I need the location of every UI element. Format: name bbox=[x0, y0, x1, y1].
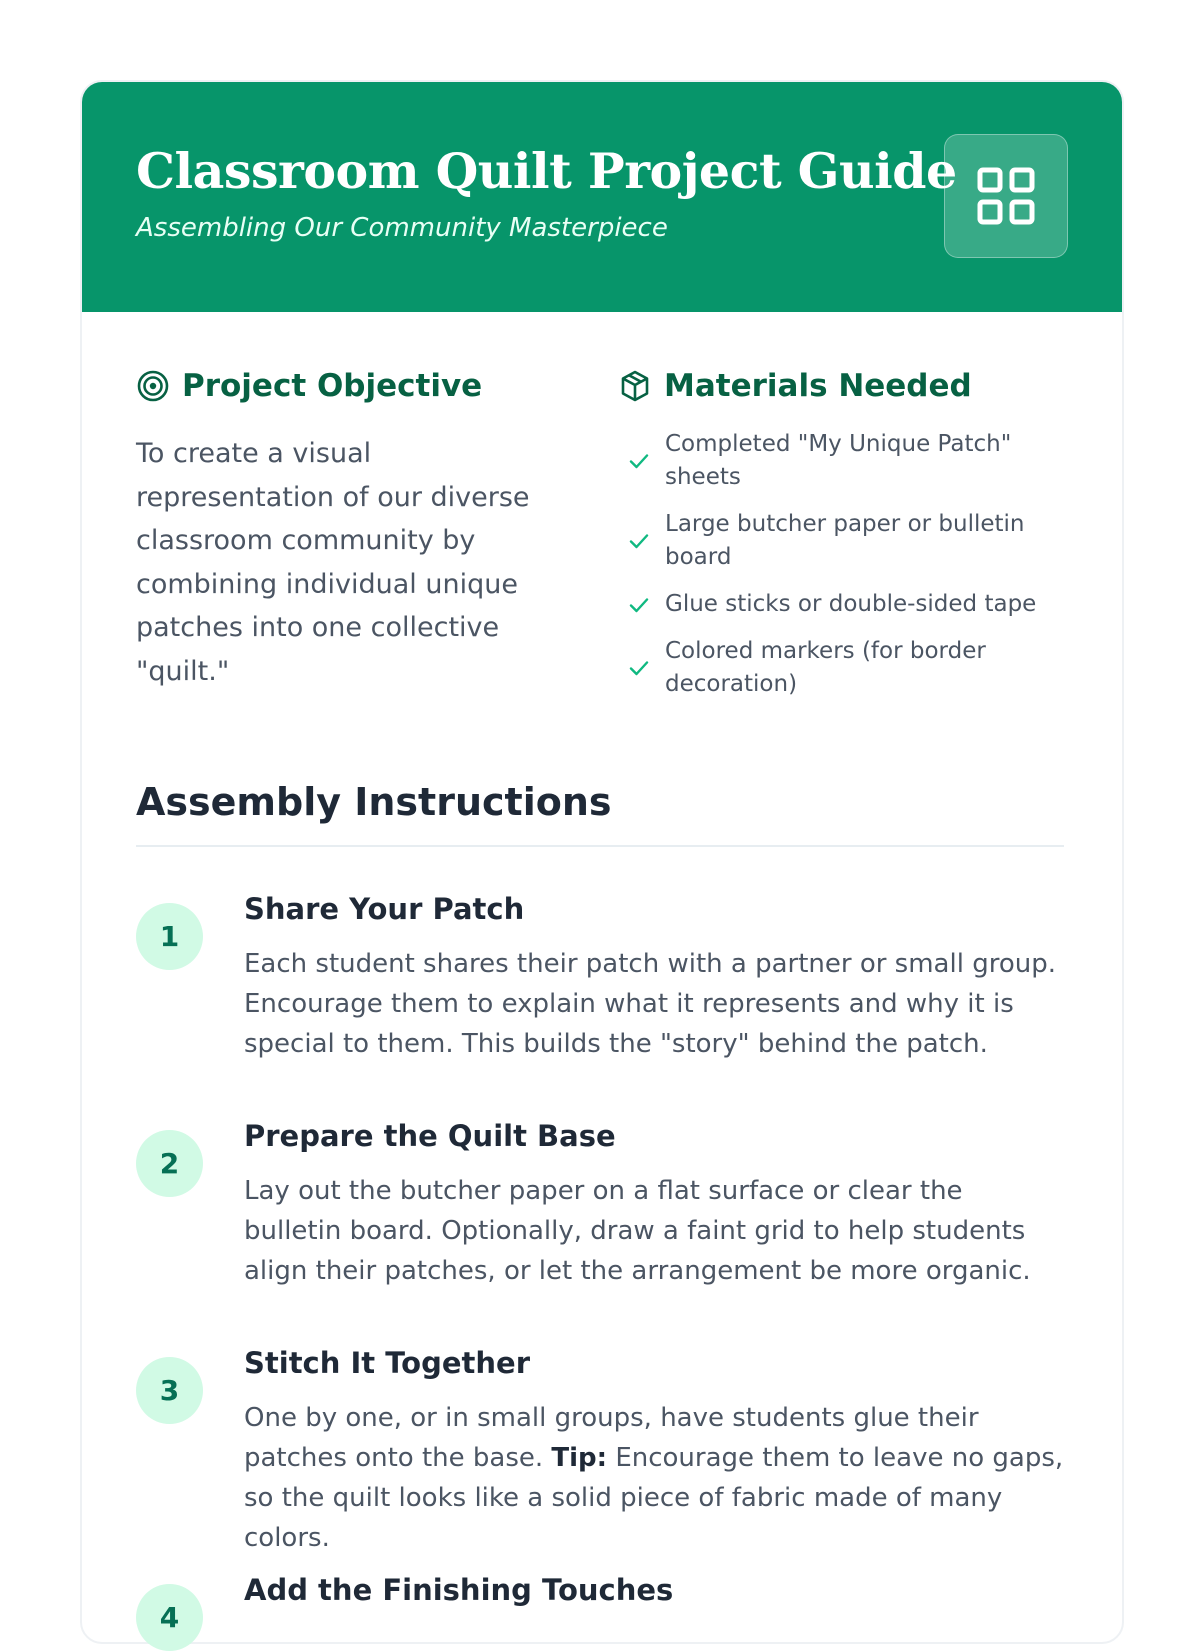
objective-heading bbox=[136, 368, 482, 404]
step-title: Share Your Patch bbox=[244, 892, 525, 926]
target-icon bbox=[136, 369, 170, 403]
cube-icon bbox=[618, 369, 652, 403]
materials-heading-label: Materials Needed bbox=[664, 368, 972, 404]
page-title: Classroom Quilt Project Guide bbox=[136, 142, 957, 200]
divider bbox=[136, 845, 1064, 847]
check-icon bbox=[627, 593, 651, 617]
check-icon bbox=[627, 449, 651, 473]
objective-text: To create a visual representation of our diverse classroom community by combining individual unique patches into one collective "quilt." bbox=[136, 438, 530, 687]
list-item bbox=[627, 508, 1047, 574]
page-subtitle: Assembling Our Community Masterpiece bbox=[136, 213, 668, 243]
step-number-badge: 4 bbox=[136, 1584, 203, 1651]
step-title: Stitch It Together bbox=[244, 1346, 530, 1380]
step-text: Lay out the butcher paper on a flat surface or clear the bulletin board. Optionally, draw a faint grid to help students align their patches, or let the arrangement be more organic. bbox=[244, 1176, 1031, 1286]
check-icon bbox=[627, 656, 651, 680]
step-text-part: Encourage them to leave no gaps, so the quilt looks like a solid piece of fabric made of many colors. bbox=[244, 1443, 1064, 1553]
check-icon bbox=[627, 529, 651, 553]
objective-heading-label: Project Objective bbox=[182, 368, 483, 404]
step-text: Each student shares their patch with a partner or small group. Encourage them to explain what it represents and why it is special to them. This builds the "story" behind the patch. bbox=[244, 949, 1056, 1059]
step-title: Add the Finishing Touches bbox=[244, 1573, 674, 1607]
step-text bbox=[244, 1398, 1064, 1558]
materials-heading bbox=[618, 368, 972, 404]
step-number-badge: 2 bbox=[136, 1130, 203, 1197]
material-label: Completed "My Unique Patch" sheets bbox=[665, 431, 1012, 490]
list-item bbox=[627, 588, 1047, 621]
material-label: Colored markers (for border decoration) bbox=[665, 638, 986, 697]
material-label: Large butcher paper or bulletin board bbox=[665, 511, 1025, 570]
header-badge bbox=[944, 134, 1068, 258]
quilt-grid-icon bbox=[976, 166, 1036, 226]
step-number-badge: 1 bbox=[136, 903, 203, 970]
step-title: Prepare the Quilt Base bbox=[244, 1119, 616, 1153]
step-number-badge: 3 bbox=[136, 1357, 203, 1424]
instructions-heading: Assembly Instructions bbox=[136, 780, 612, 824]
step-text-part: One by one, or in small groups, have students glue their patches onto the base. bbox=[244, 1403, 979, 1473]
tip-label: Tip: bbox=[551, 1443, 608, 1473]
list-item bbox=[627, 428, 1047, 494]
list-item bbox=[627, 635, 1047, 701]
materials-list bbox=[627, 428, 1047, 715]
material-label: Glue sticks or double-sided tape bbox=[665, 591, 1037, 617]
